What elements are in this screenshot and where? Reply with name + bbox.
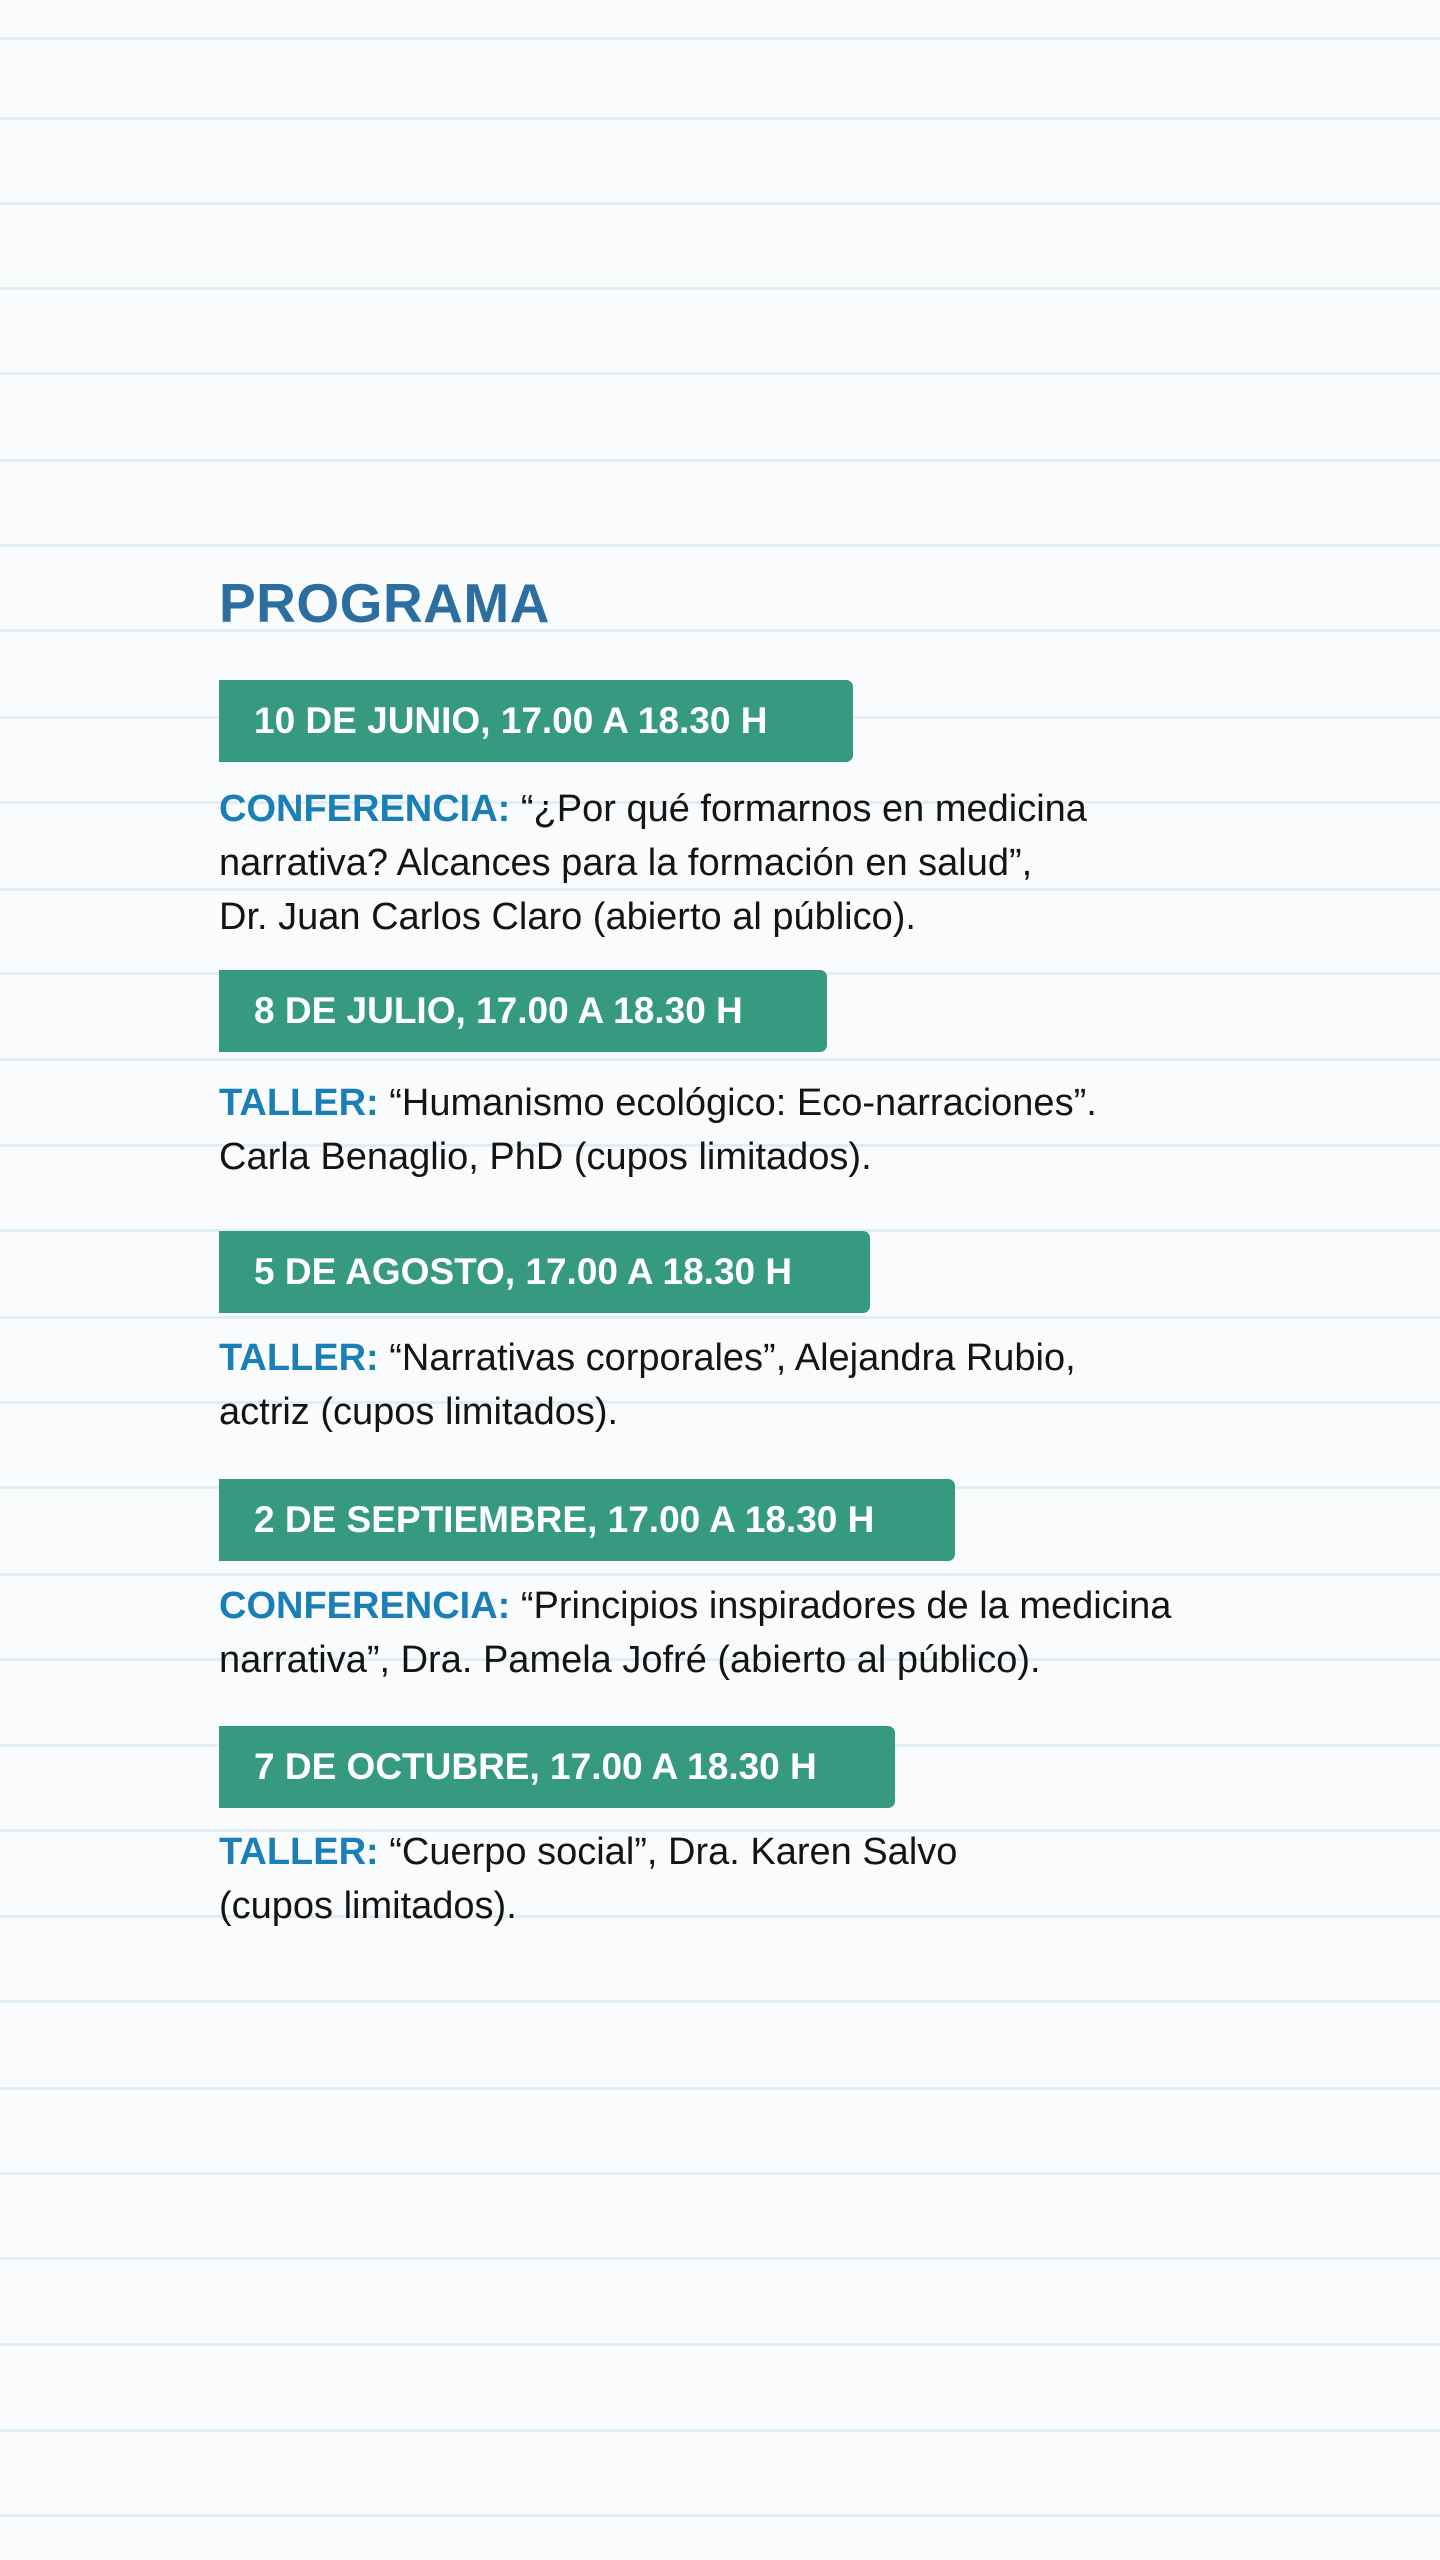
rule-line	[0, 1058, 1440, 1061]
rule-line	[0, 372, 1440, 375]
event-type-label: CONFERENCIA:	[219, 1585, 511, 1627]
event-text: “Cuerpo social”, Dra. Karen Salvo	[389, 1831, 958, 1873]
rule-line	[0, 2087, 1440, 2090]
event-description-line: Dr. Juan Carlos Claro (abierto al público).	[219, 896, 916, 938]
rule-line	[0, 287, 1440, 290]
rule-line	[0, 2429, 1440, 2432]
event-description	[219, 1579, 1299, 1687]
rule-line	[0, 2172, 1440, 2175]
event-description-line	[219, 1579, 1299, 1633]
event-description-line: Carla Benaglio, PhD (cupos limitados).	[219, 1136, 872, 1178]
rule-line	[0, 2514, 1440, 2517]
event-date-badge: 2 DE SEPTIEMBRE, 17.00 A 18.30 H	[219, 1479, 955, 1561]
rule-line	[0, 2000, 1440, 2003]
event-description-line	[219, 782, 1299, 836]
event-description	[219, 1825, 1299, 1933]
event-description-line: narrativa”, Dra. Pamela Jofré (abierto al público).	[219, 1639, 1041, 1681]
event-description-line: narrativa? Alcances para la formación en salud”,	[219, 842, 1033, 884]
event-description	[219, 782, 1299, 944]
event-date-badge: 7 DE OCTUBRE, 17.00 A 18.30 H	[219, 1726, 895, 1808]
rule-line	[0, 202, 1440, 205]
event-description-line	[219, 1076, 1299, 1130]
event-description-line: actriz (cupos limitados).	[219, 1391, 619, 1433]
rule-line	[0, 544, 1440, 547]
event-type-label: TALLER:	[219, 1831, 379, 1873]
event-description	[219, 1076, 1299, 1184]
event-type-label: CONFERENCIA:	[219, 788, 511, 830]
event-text: “Principios inspiradores de la medicina	[520, 1585, 1172, 1627]
event-description-line	[219, 1331, 1299, 1385]
event-text: “Humanismo ecológico: Eco-narraciones”.	[389, 1082, 1097, 1124]
event-date-badge: 10 DE JUNIO, 17.00 A 18.30 H	[219, 680, 853, 762]
event-date-badge: 5 DE AGOSTO, 17.00 A 18.30 H	[219, 1231, 870, 1313]
event-text: “Narrativas corporales”, Alejandra Rubio,	[389, 1337, 1076, 1379]
page-title: PROGRAMA	[219, 572, 550, 634]
rule-line	[0, 459, 1440, 462]
rule-line	[0, 1316, 1440, 1319]
event-type-label: TALLER:	[219, 1337, 379, 1379]
event-date-badge: 8 DE JULIO, 17.00 A 18.30 H	[219, 970, 827, 1052]
rule-line	[0, 117, 1440, 120]
event-type-label: TALLER:	[219, 1082, 379, 1124]
event-description-line: (cupos limitados).	[219, 1885, 517, 1927]
event-description-line	[219, 1825, 1299, 1879]
rule-line	[0, 2257, 1440, 2260]
rule-line	[0, 1573, 1440, 1576]
event-text: “¿Por qué formarnos en medicina	[520, 788, 1087, 830]
event-description	[219, 1331, 1299, 1439]
rule-line	[0, 37, 1440, 40]
rule-line	[0, 2343, 1440, 2346]
rule-line	[0, 629, 1440, 632]
